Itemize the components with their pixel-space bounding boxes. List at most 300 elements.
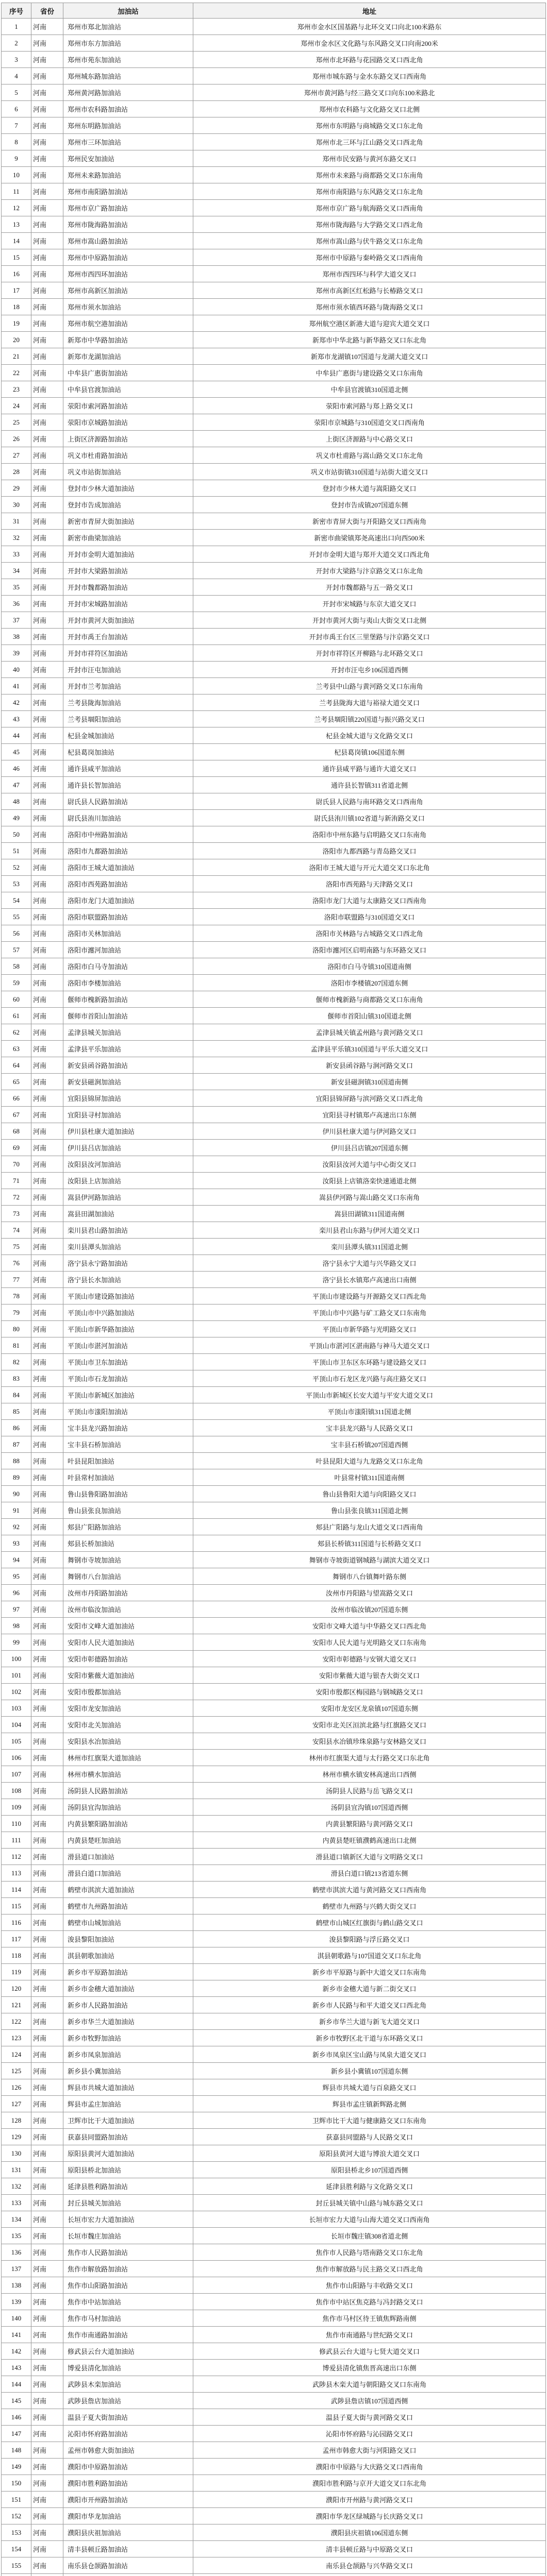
table-row [2, 117, 546, 134]
table-row [2, 134, 546, 150]
row-address: 洛阳市王城大道与开元大道交叉口东北角 [193, 859, 546, 876]
row-province: 河南 [31, 2112, 63, 2129]
row-province: 河南 [31, 249, 63, 266]
table-row [2, 398, 546, 414]
row-index: 76 [2, 1255, 31, 1272]
table-row [2, 1618, 546, 1634]
row-index: 155 [2, 2557, 31, 2574]
row-province: 河南 [31, 1090, 63, 1107]
row-station: 通许县咸平加油站 [63, 760, 193, 777]
row-index: 77 [2, 1272, 31, 1288]
table-row [2, 1601, 546, 1618]
row-station: 新密市曲梁加油站 [63, 530, 193, 546]
row-index: 46 [2, 760, 31, 777]
row-station: 新乡市平原路加油站 [63, 1964, 193, 1980]
row-address: 伊川县杜康大道与伊河路交叉口 [193, 1123, 546, 1140]
table-row [2, 1964, 546, 1980]
row-province: 河南 [31, 1651, 63, 1667]
row-index: 71 [2, 1173, 31, 1189]
row-station: 汝州市临汝加油站 [63, 1601, 193, 1618]
row-province: 河南 [31, 233, 63, 249]
row-index: 147 [2, 2426, 31, 2442]
row-index: 12 [2, 200, 31, 216]
row-index: 87 [2, 1436, 31, 1453]
row-index: 32 [2, 530, 31, 546]
row-province: 河南 [31, 2261, 63, 2277]
row-address [193, 2574, 546, 2576]
row-address: 汤阴县人民路与岳飞路交叉口 [193, 1783, 546, 1799]
row-address: 修武县云台大道与七贤大道交叉口 [193, 2343, 546, 2360]
row-station: 平顶山市滍阳加油站 [63, 1403, 193, 1420]
row-station: 登封市告成加油站 [63, 497, 193, 513]
row-address: 新郑市中华北路与新华路交叉口东北角 [193, 332, 546, 348]
row-station: 开封市宋城路加油站 [63, 596, 193, 612]
row-address: 郑州市黄河路与经三路交叉口向东100米路北 [193, 84, 546, 101]
row-index: 149 [2, 2459, 31, 2475]
row-address: 平顶山市新华路与光明路交叉口 [193, 1321, 546, 1337]
table-row [2, 1206, 546, 1222]
row-province: 河南 [31, 2079, 63, 2096]
row-address: 平顶山市石龙区龙兴路与高庄路交叉口 [193, 1370, 546, 1387]
station-list-sheet [1, 3, 545, 2576]
table-row [2, 315, 546, 332]
row-province: 河南 [31, 826, 63, 843]
row-province: 河南 [31, 2277, 63, 2294]
row-index: 54 [2, 892, 31, 909]
row-province: 河南 [31, 2475, 63, 2492]
row-province: 河南 [31, 1717, 63, 1733]
row-address: 栾川县君山东路与伊河大道交叉口 [193, 1222, 546, 1239]
row-address: 林州市横水镇安林高速出口西侧 [193, 1766, 546, 1783]
row-index: 84 [2, 1387, 31, 1403]
row-address: 长垣市魏庄镇308省道北侧 [193, 2228, 546, 2244]
row-address: 尉氏县洧川镇102省道与新洧路交叉口 [193, 810, 546, 826]
row-address: 嵩县伊河路与嵩山路交叉口东南角 [193, 1189, 546, 1206]
row-station: 荥阳市索河路加油站 [63, 398, 193, 414]
table-row [2, 1799, 546, 1816]
row-index: 10 [2, 167, 31, 183]
row-index: 7 [2, 117, 31, 134]
row-index: 31 [2, 513, 31, 530]
row-index: 150 [2, 2475, 31, 2492]
row-index: 115 [2, 1898, 31, 1914]
row-station: 获嘉县同盟路加油站 [63, 2129, 193, 2145]
row-index: 13 [2, 216, 31, 233]
row-index: 4 [2, 68, 31, 84]
table-row [2, 2261, 546, 2277]
row-province: 河南 [31, 2327, 63, 2343]
row-index: 131 [2, 2162, 31, 2178]
table-row [2, 1041, 546, 1057]
row-station: 孟津县平乐加油站 [63, 1041, 193, 1057]
row-index: 148 [2, 2442, 31, 2459]
row-address: 郑州市京广路与航海路交叉口西南角 [193, 200, 546, 216]
table-row [2, 1783, 546, 1799]
row-province: 河南 [31, 2195, 63, 2211]
row-index: 17 [2, 282, 31, 299]
row-index: 96 [2, 1585, 31, 1601]
table-row [2, 2178, 546, 2195]
row-station: 宜阳县锦屏加油站 [63, 1090, 193, 1107]
row-province: 河南 [31, 1057, 63, 1074]
row-address: 孟州市韩愈大街与河阳路交叉口 [193, 2442, 546, 2459]
row-index: 47 [2, 777, 31, 793]
table-row [2, 464, 546, 480]
row-index: 41 [2, 678, 31, 694]
row-index: 3 [2, 52, 31, 68]
row-province: 河南 [31, 1354, 63, 1370]
row-address: 平顶山市建设路与开源路交叉口西北角 [193, 1288, 546, 1304]
table-row [2, 1667, 546, 1684]
row-address: 安阳市北关区洹滨北路与红旗路交叉口 [193, 1717, 546, 1733]
row-address: 滑县白道口镇213省道东侧 [193, 1865, 546, 1882]
header-row [2, 3, 546, 19]
row-province: 河南 [31, 1436, 63, 1453]
row-index: 20 [2, 332, 31, 348]
table-row [2, 1519, 546, 1535]
table-row [2, 727, 546, 744]
row-province: 河南 [31, 744, 63, 760]
row-address: 登封市少林大道与嵩阳路交叉口 [193, 480, 546, 497]
row-station: 中牟县官渡加油站 [63, 381, 193, 398]
row-station: 沁阳市怀府路加油站 [63, 2426, 193, 2442]
row-province: 河南 [31, 958, 63, 975]
table-row [2, 2508, 546, 2524]
table-row [2, 1387, 546, 1403]
row-station: 开封市黄河大街加油站 [63, 612, 193, 629]
row-station: 兰考县堌阳加油站 [63, 711, 193, 727]
row-station: 安阳市北关加油站 [63, 1717, 193, 1733]
row-index: 18 [2, 299, 31, 315]
row-province: 河南 [31, 1700, 63, 1717]
row-province: 河南 [31, 1849, 63, 1865]
table-row [2, 1733, 546, 1750]
row-province: 河南 [31, 2145, 63, 2162]
row-index: 26 [2, 431, 31, 447]
row-address: 洛阳市九都西路与青岛路交叉口 [193, 843, 546, 859]
row-station: 平顶山市卫东加油站 [63, 1354, 193, 1370]
row-address: 杞县金城大道与文化路交叉口 [193, 727, 546, 744]
row-province: 河南 [31, 1403, 63, 1420]
row-station: 尉氏县人民路加油站 [63, 793, 193, 810]
row-station: 辉县市共城大道加油站 [63, 2079, 193, 2096]
row-station: 孟津县城关加油站 [63, 1024, 193, 1041]
row-province: 河南 [31, 909, 63, 925]
table-row [2, 1882, 546, 1898]
row-province: 河南 [31, 892, 63, 909]
row-address: 新乡县小冀镇107国道东侧 [193, 2063, 546, 2079]
row-address: 安阳市紫薇大道与银杏大街交叉口 [193, 1667, 546, 1684]
table-row [2, 2459, 546, 2475]
row-station: 郑州民安加油站 [63, 150, 193, 167]
row-index: 89 [2, 1469, 31, 1486]
table-row [2, 793, 546, 810]
row-address: 郑州市中原路与秦岭路交叉口西南角 [193, 249, 546, 266]
row-station: 安阳市文峰大道加油站 [63, 1618, 193, 1634]
row-station: 洛阳市王城大道加油站 [63, 859, 193, 876]
row-index: 114 [2, 1882, 31, 1898]
row-station: 栾川县潭头加油站 [63, 1239, 193, 1255]
table-row [2, 1816, 546, 1832]
table-row [2, 1222, 546, 1239]
row-address: 安阳市人民大道与光明路交叉口东南角 [193, 1634, 546, 1651]
row-province: 河南 [31, 1486, 63, 1502]
row-station: 伊川县杜康大道加油站 [63, 1123, 193, 1140]
row-station: 叶县常村加油站 [63, 1469, 193, 1486]
table-row [2, 612, 546, 629]
row-province: 河南 [31, 546, 63, 563]
row-province: 河南 [31, 2426, 63, 2442]
row-province: 河南 [31, 2376, 63, 2393]
table-row [2, 1288, 546, 1304]
table-row [2, 876, 546, 892]
row-index: 140 [2, 2310, 31, 2327]
table-row [2, 530, 546, 546]
row-province: 河南 [31, 1568, 63, 1585]
row-station: 栾川县君山路加油站 [63, 1222, 193, 1239]
row-address: 兰考县陇海大道与裕禄大道交叉口 [193, 694, 546, 711]
row-station: 濮阳县庆祖加油站 [63, 2524, 193, 2541]
row-province: 河南 [31, 1255, 63, 1272]
row-province: 河南 [31, 530, 63, 546]
table-row [2, 1420, 546, 1436]
row-address: 洛宁县长水镇郑卢高速出口南侧 [193, 1272, 546, 1288]
header-province: 省份 [31, 3, 63, 19]
row-station: 舞钢市寺坡加油站 [63, 1552, 193, 1568]
row-province: 河南 [31, 942, 63, 958]
table-row [2, 1436, 546, 1453]
row-address: 宜阳县锦屏路与滨河路交叉口西北角 [193, 1090, 546, 1107]
row-index: 34 [2, 563, 31, 579]
row-station: 清丰县顿丘路加油站 [63, 2541, 193, 2557]
row-index: 55 [2, 909, 31, 925]
row-station: 郑州市航空港加油站 [63, 315, 193, 332]
row-station: 鲁山县张良加油站 [63, 1502, 193, 1519]
row-address: 伊川县吕店镇207国道东侧 [193, 1140, 546, 1156]
row-province: 河南 [31, 2541, 63, 2557]
table-row [2, 2244, 546, 2261]
row-address: 延津县胜利路与文化路交叉口 [193, 2178, 546, 2195]
row-address: 郑州市高新区红松路与长椿路交叉口 [193, 282, 546, 299]
row-index: 92 [2, 1519, 31, 1535]
row-station: 开封市祥符区加油站 [63, 645, 193, 662]
row-address: 新乡市平原路与新中大道交叉口东南角 [193, 1964, 546, 1980]
row-province: 河南 [31, 381, 63, 398]
row-province: 河南 [31, 183, 63, 200]
row-province [31, 2574, 63, 2576]
table-row [2, 52, 546, 68]
row-province: 河南 [31, 84, 63, 101]
row-index: 151 [2, 2492, 31, 2508]
row-province: 河南 [31, 348, 63, 365]
row-address: 辉县市孟庄镇新辉路北侧 [193, 2096, 546, 2112]
table-row [2, 1173, 546, 1189]
row-province: 河南 [31, 1552, 63, 1568]
row-station: 嵩县田湖加油站 [63, 1206, 193, 1222]
row-station: 平顶山市中兴路加油站 [63, 1304, 193, 1321]
row-index: 8 [2, 134, 31, 150]
table-row [2, 1486, 546, 1502]
row-index: 104 [2, 1717, 31, 1733]
row-index: 101 [2, 1667, 31, 1684]
row-index: 19 [2, 315, 31, 332]
row-station: 巩义市杜甫路加油站 [63, 447, 193, 464]
table-row [2, 1502, 546, 1519]
row-province: 河南 [31, 315, 63, 332]
row-address: 焦作市山阳路与丰收路交叉口 [193, 2277, 546, 2294]
row-station: 鹤壁市淇滨大道加油站 [63, 1882, 193, 1898]
row-station: 安阳市人民大道加油站 [63, 1634, 193, 1651]
row-station: 登封市少林大道加油站 [63, 480, 193, 497]
row-province: 河南 [31, 134, 63, 150]
table-row [2, 1634, 546, 1651]
row-index: 42 [2, 694, 31, 711]
row-address: 濮阳市华龙区绿城路与长庆路交叉口 [193, 2508, 546, 2524]
table-row [2, 2063, 546, 2079]
table-row [2, 1156, 546, 1173]
row-province: 河南 [31, 167, 63, 183]
row-index: 86 [2, 1420, 31, 1436]
row-station: 洛阳市中州路加油站 [63, 826, 193, 843]
row-province: 河南 [31, 1816, 63, 1832]
row-station: 荥阳市京城路加油站 [63, 414, 193, 431]
header-station: 加油站 [63, 3, 193, 19]
table-row [2, 2211, 546, 2228]
table-row [2, 1272, 546, 1288]
table-row [2, 546, 546, 563]
table-row [2, 1865, 546, 1882]
row-station: 焦作市马村加油站 [63, 2310, 193, 2327]
row-province: 河南 [31, 1469, 63, 1486]
row-province: 河南 [31, 365, 63, 381]
row-province: 河南 [31, 1337, 63, 1354]
table-row [2, 497, 546, 513]
row-province: 河南 [31, 1733, 63, 1750]
row-province: 河南 [31, 1123, 63, 1140]
row-province: 河南 [31, 2013, 63, 2030]
table-row [2, 1700, 546, 1717]
row-address: 汝州市丹阳路与望嵩路交叉口 [193, 1585, 546, 1601]
row-index: 50 [2, 826, 31, 843]
row-province: 河南 [31, 629, 63, 645]
row-province: 河南 [31, 1206, 63, 1222]
row-station: 新乡市金穗大道加油站 [63, 1980, 193, 1997]
row-province: 河南 [31, 2046, 63, 2063]
table-row [2, 1898, 546, 1914]
row-province: 河南 [31, 2030, 63, 2046]
row-station: 原阳县黄河大道加油站 [63, 2145, 193, 2162]
row-station: 安阳县水冶加油站 [63, 1733, 193, 1750]
table-row [2, 1123, 546, 1140]
row-province: 河南 [31, 678, 63, 694]
row-province: 河南 [31, 2508, 63, 2524]
row-index: 113 [2, 1865, 31, 1882]
row-station: 洛阳市龙门大道加油站 [63, 892, 193, 909]
row-province: 河南 [31, 1304, 63, 1321]
row-address: 郑州市金水区文化路与东风路交叉口向南200米 [193, 35, 546, 52]
table-row [2, 1074, 546, 1090]
table-row [2, 2475, 546, 2492]
row-station: 新乡县小冀加油站 [63, 2063, 193, 2079]
row-station: 浚县黎阳加油站 [63, 1931, 193, 1947]
table-row [2, 1107, 546, 1123]
row-province: 河南 [31, 414, 63, 431]
row-index: 95 [2, 1568, 31, 1585]
row-province: 河南 [31, 2211, 63, 2228]
row-station: 汝州市丹阳路加油站 [63, 1585, 193, 1601]
row-address: 原阳县桥北乡107国道西侧 [193, 2162, 546, 2178]
row-index: 125 [2, 2063, 31, 2079]
row-address: 洛阳市中州东路与启明路交叉口东南角 [193, 826, 546, 843]
row-address: 荥阳市索河路与郑上路交叉口 [193, 398, 546, 414]
row-province: 河南 [31, 2294, 63, 2310]
row-station: 汝阳县上店加油站 [63, 1173, 193, 1189]
row-index: 27 [2, 447, 31, 464]
row-index: 133 [2, 2195, 31, 2211]
row-index: 121 [2, 1997, 31, 2013]
row-address: 郑州市须水镇西环路与陇海路交叉口 [193, 299, 546, 315]
row-station: 平顶山市石龙加油站 [63, 1370, 193, 1387]
row-address: 郑州市金水区国基路与北环交叉口向北100米路东 [193, 19, 546, 35]
row-index: 146 [2, 2409, 31, 2426]
row-index: 97 [2, 1601, 31, 1618]
table-row [2, 2129, 546, 2145]
row-province: 河南 [31, 1947, 63, 1964]
row-index: 48 [2, 793, 31, 810]
row-station: 焦作市山阳路加油站 [63, 2277, 193, 2294]
row-address: 洛阳市龙门大道与太康路交叉口西南角 [193, 892, 546, 909]
row-station: 濮阳市开州路加油站 [63, 2492, 193, 2508]
row-address: 浚县黎阳路与浮丘路交叉口 [193, 1931, 546, 1947]
row-index: 119 [2, 1964, 31, 1980]
row-index: 127 [2, 2096, 31, 2112]
table-row [2, 1997, 546, 2013]
row-province: 河南 [31, 2129, 63, 2145]
table-row [2, 2524, 546, 2541]
row-address: 巩义市杜甫路与嵩山路交叉口东北角 [193, 447, 546, 464]
row-province: 河南 [31, 694, 63, 711]
row-province: 河南 [31, 2409, 63, 2426]
row-station: 通许县长智加油站 [63, 777, 193, 793]
row-address: 濮阳市开州路与黄河路交叉口 [193, 2492, 546, 2508]
row-station: 安阳市龙安加油站 [63, 1700, 193, 1717]
row-station: 郑州市三环加油站 [63, 134, 193, 150]
row-index: 60 [2, 991, 31, 1008]
row-address: 南乐县仓颉路与兴华路交叉口 [193, 2557, 546, 2574]
row-station: 内黄县楚旺加油站 [63, 1832, 193, 1849]
row-index: 118 [2, 1947, 31, 1964]
row-province: 河南 [31, 101, 63, 117]
row-station: 杞县金城加油站 [63, 727, 193, 744]
row-address: 洛阳市关林路与古城路交叉口西北角 [193, 925, 546, 942]
row-address: 安阳市文峰大道与中华路交叉口西北角 [193, 1618, 546, 1634]
row-index: 123 [2, 2030, 31, 2046]
table-row [2, 2376, 546, 2393]
table-row [2, 299, 546, 315]
row-province: 河南 [31, 760, 63, 777]
row-station: 偃师市槐新路加油站 [63, 991, 193, 1008]
row-address: 焦作市马村区待王镇焦辉路南侧 [193, 2310, 546, 2327]
row-address: 杞县葛岗镇106国道东侧 [193, 744, 546, 760]
row-index: 62 [2, 1024, 31, 1041]
row-province: 河南 [31, 447, 63, 464]
table-row [2, 662, 546, 678]
row-province: 河南 [31, 398, 63, 414]
table-row [2, 1568, 546, 1585]
row-station: 郑州市高新区加油站 [63, 282, 193, 299]
row-index: 144 [2, 2376, 31, 2393]
table-row [2, 266, 546, 282]
